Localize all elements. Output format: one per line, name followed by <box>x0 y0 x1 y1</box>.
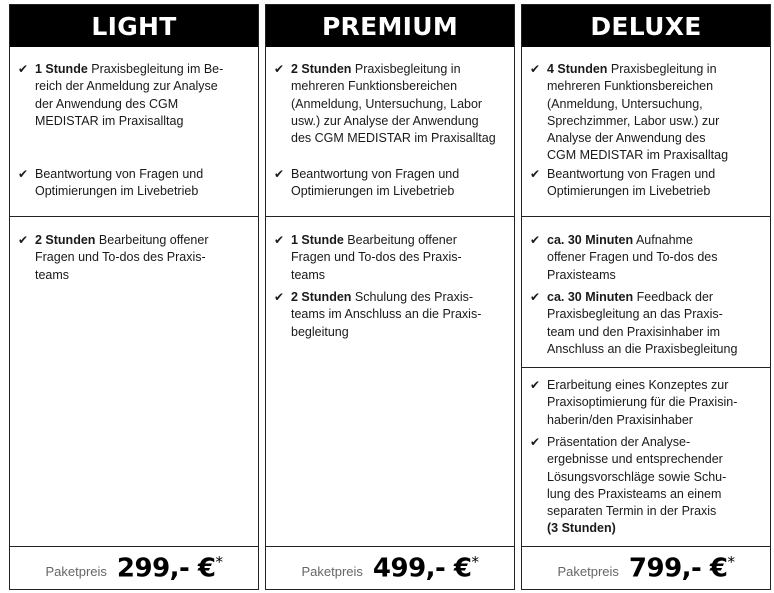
checkmark-icon: ✔ <box>530 167 541 181</box>
feature-section-1 <box>10 47 258 217</box>
package-title: LIGHT <box>10 5 258 47</box>
checkmark-icon: ✔ <box>530 290 541 304</box>
feature-item: ✔ ca. 30 Minuten Feedback der Praxisbegleitung an das Praxis- team und den Praxisinhaber im Anschluss an die Praxisbegleitung <box>530 290 738 356</box>
package-deluxe <box>521 4 771 590</box>
package-light <box>9 4 259 590</box>
feature-item: ✔ 2 Stunden Praxisbegleitung in mehreren Funktionsbereichen (Anmeldung, Untersuchung, Labor usw.) zur Analyse der Anwendung des CGM MEDISTAR im Praxisalltag <box>274 62 496 146</box>
feature-item: ✔ 4 Stunden Praxisbegleitung in mehreren Funktionsbereichen (Anmeldung, Untersuchung, Sprechzimmer, Labor usw.) zur Analyse der Anwendung des CGM MEDISTAR im Praxisalltag <box>530 62 729 163</box>
package-title: PREMIUM <box>266 5 514 47</box>
checkmark-icon: ✔ <box>530 378 541 392</box>
checkmark-icon: ✔ <box>18 62 29 76</box>
checkmark-icon: ✔ <box>530 233 541 247</box>
package-title: DELUXE <box>522 5 770 47</box>
price-label: Paketpreis <box>301 563 363 579</box>
checkmark-icon: ✔ <box>274 290 285 304</box>
package-price <box>266 546 514 589</box>
feature-section-2 <box>266 217 514 547</box>
checkmark-icon: ✔ <box>274 233 285 247</box>
feature-section-3 <box>522 368 770 548</box>
feature-item: ✔ Präsentation der Analyse- ergebnisse und entsprechender Lösungsvorschläge sowie Schu- lung des Praxisteams an einem separaten Termin in der Praxis (3 Stunden) <box>530 435 727 536</box>
feature-section-1 <box>522 47 770 217</box>
package-premium <box>265 4 515 590</box>
price-amount: 799,- €* <box>628 552 735 584</box>
feature-item: ✔ 2 Stunden Schulung des Praxis- teams im Anschluss an die Praxis- begleitung <box>274 290 482 339</box>
checkmark-icon: ✔ <box>530 435 541 449</box>
checkmark-icon: ✔ <box>530 62 541 76</box>
feature-item: ✔ Beantwortung von Fragen und Optimierungen im Livebetrieb <box>274 167 460 199</box>
checkmark-icon: ✔ <box>18 233 29 247</box>
price-amount: 499,- €* <box>372 552 479 584</box>
feature-item: ✔ ca. 30 Minuten Aufnahme offener Fragen und To-dos des Praxisteams <box>530 233 718 282</box>
feature-item: ✔ Beantwortung von Fragen und Optimierungen im Livebetrieb <box>18 167 204 199</box>
feature-item: ✔ Erarbeitung eines Konzeptes zur Praxisoptimierung für die Praxisin- haberin/den Praxisinhaber <box>530 378 738 427</box>
feature-item: ✔ 1 Stunde Bearbeitung offener Fragen und To-dos des Praxis- teams <box>274 233 462 282</box>
price-label: Paketpreis <box>557 563 619 579</box>
checkmark-icon: ✔ <box>18 167 29 181</box>
feature-section-2 <box>522 217 770 368</box>
price-amount: 299,- €* <box>116 552 223 584</box>
feature-item: ✔ Beantwortung von Fragen und Optimierungen im Livebetrieb <box>530 167 716 199</box>
feature-section-2 <box>10 217 258 547</box>
package-price <box>522 546 770 589</box>
checkmark-icon: ✔ <box>274 62 285 76</box>
price-label: Paketpreis <box>45 563 107 579</box>
feature-section-1 <box>266 47 514 217</box>
feature-item: ✔ 1 Stunde Praxisbegleitung im Be- reich der Anmeldung zur Analyse der Anwendung des CGM MEDISTAR im Praxisalltag <box>18 62 224 128</box>
feature-item: ✔ 2 Stunden Bearbeitung offener Fragen und To-dos des Praxis- teams <box>18 233 209 282</box>
package-price <box>10 546 258 589</box>
checkmark-icon: ✔ <box>274 167 285 181</box>
